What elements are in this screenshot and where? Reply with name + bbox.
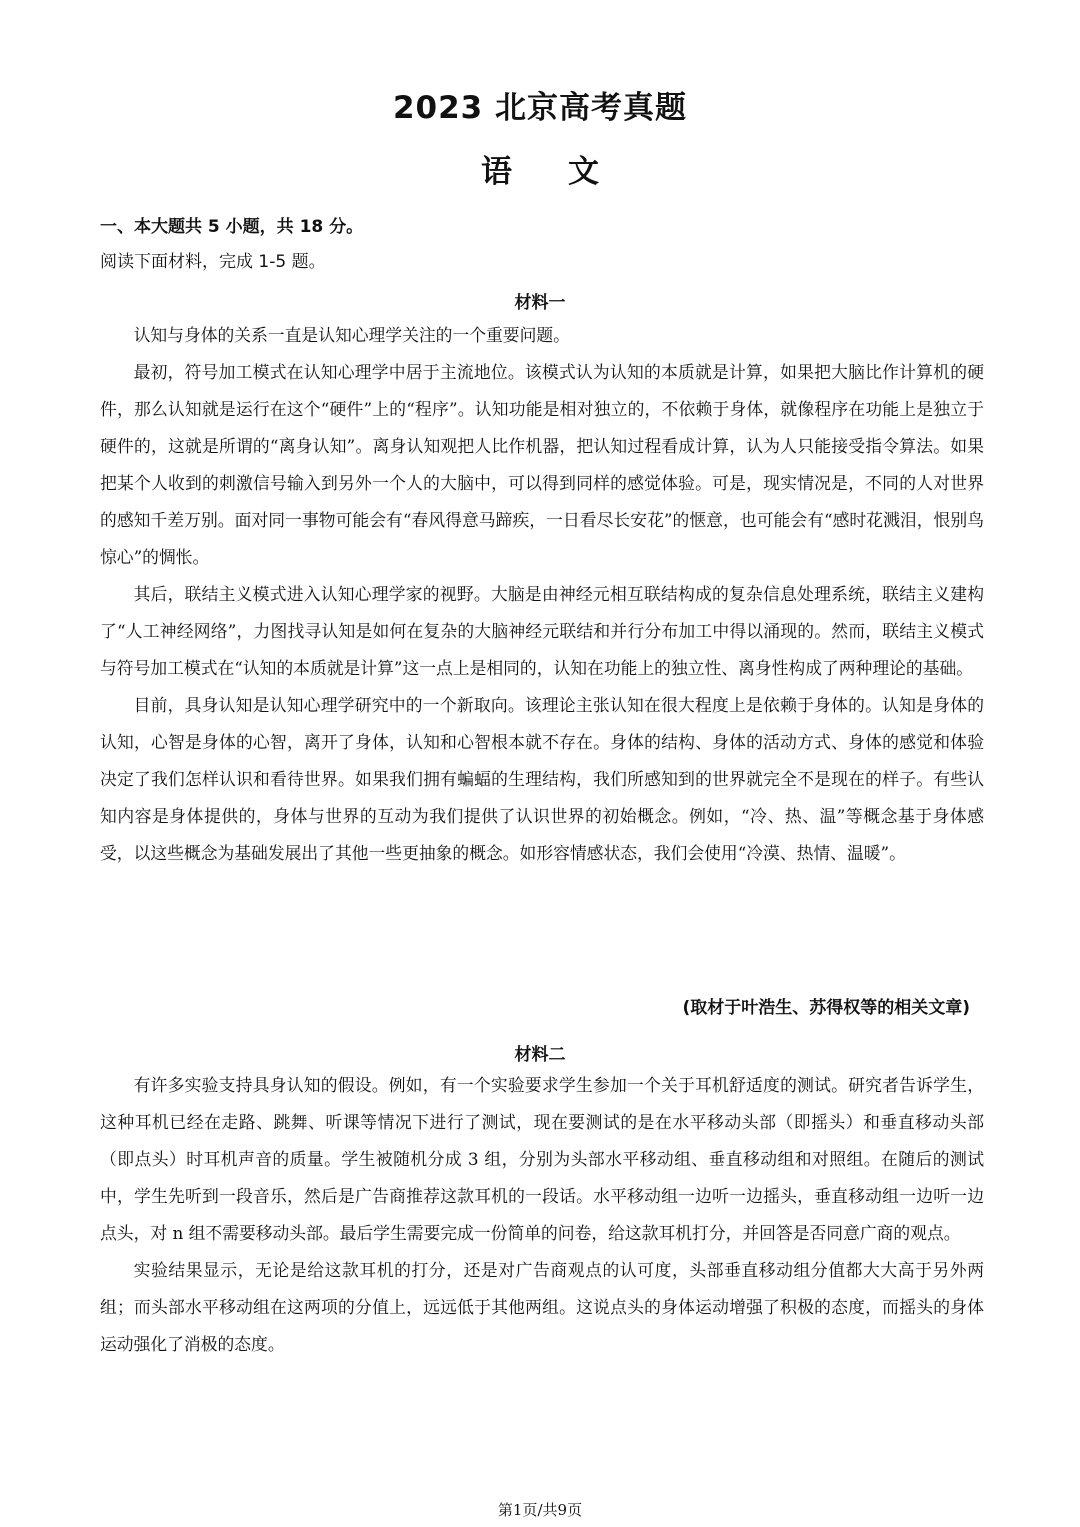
section-heading: 一、本大题共 5 小题，共 18 分。 xyxy=(100,217,364,237)
material-2-paragraph: 有许多实验支持具身认知的假设。例如，有一个实验要求学生参加一个关于耳机舒适度的测试。研究者告诉学生，这种耳机已经在走路、跳舞、听课等情况下进行了测试，现在要测试的是在水平移动头部（即摇头）和垂直移动头部（即点头）时耳机声音的质量。学生被随机分成 3 组，分别为头部水平移动组、垂直移动组和对照组。在随后的测试中，学生先听到一段音乐，然后是广告商推荐这款耳机的一段话。水平移动组一边听一边摇头，垂直移动组一边听一边点头，对 n 组不需要移动头部。最后学生需要完成一份简单的问卷，给这款耳机打分，并回答是否同意广商的观点。 xyxy=(100,1075,984,1243)
material-1-paragraph: 其后，联结主义模式进入认知心理学家的视野。大脑是由神经元相互联结构成的复杂信息处理系统，联结主义建构了“人工神经网络”，力图找寻认知是如何在复杂的大脑神经元联结和并行分布加工中得以涌现的。然而，联结主义模式与符号加工模式在“认知的本质就是计算”这一点上是相同的，认知在功能上的独立性、离身性构成了两种理论的基础。 xyxy=(100,584,984,678)
section-instruction: 阅读下面材料，完成 1-5 题。 xyxy=(100,252,326,272)
material-1-body xyxy=(100,317,984,872)
material-2-title: 材料二 xyxy=(514,1045,566,1065)
page-number: 第1页/共9页 xyxy=(497,1501,583,1519)
page-title: 2023 北京高考真题 xyxy=(392,90,688,126)
material-1-paragraph: 目前，具身认知是认知心理学研究中的一个新取向。该理论主张认知在很大程度上是依赖于身体的。认知是身体的认知，心智是身体的心智，离开了身体，认知和心智根本就不存在。身体的结构、身体的活动方式、身体的感觉和体验决定了我们怎样认识和看待世界。如果我们拥有蝙蝠的生理结构，我们所感知到的世界就完全不是现在的样子。有些认知内容是身体提供的，身体与世界的互动为我们提供了认识世界的初始概念。例如，“冷、热、温”等概念基于身体感受，以这些概念为基础发展出了其他一些更抽象的概念。如形容情感状态，我们会使用“冷漠、热情、温暖”。 xyxy=(100,695,984,863)
material-1-source: (取材于叶浩生、苏得权等的相关文章) xyxy=(682,998,970,1018)
material-1-paragraph: 认知与身体的关系一直是认知心理学关注的一个重要问题。 xyxy=(133,325,570,345)
subject-title: 语文 xyxy=(481,154,655,190)
material-2-body xyxy=(100,1067,984,1363)
material-2-paragraph: 实验结果显示，无论是给这款耳机的打分，还是对广告商观点的认可度，头部垂直移动组分值都大大高于另外两组；而头部水平移动组在这两项的分值上，远远低于其他两组。这说点头的身体运动增强了积极的态度，而摇头的身体运动强化了消极的态度。 xyxy=(100,1260,984,1354)
material-1-paragraph: 最初，符号加工模式在认知心理学中居于主流地位。该模式认为认知的本质就是计算，如果把大脑比作计算机的硬件，那么认知就是运行在这个“硬件”上的“程序”。认知功能是相对独立的，不依赖于身体，就像程序在功能上是独立于硬件的，这就是所谓的“离身认知”。离身认知观把人比作机器，把认知过程看成计算，认为人只能接受指令算法。如果把某个人收到的刺激信号输入到另外一个人的大脑中，可以得到同样的感觉体验。可是，现实情况是，不同的人对世界的感知千差万别。面对同一事物可能会有“春风得意马蹄疾，一日看尽长安花”的惬意，也可能会有“感时花溅泪，恨别鸟惊心”的惆怅。 xyxy=(100,362,984,567)
material-1-title: 材料一 xyxy=(514,293,566,313)
